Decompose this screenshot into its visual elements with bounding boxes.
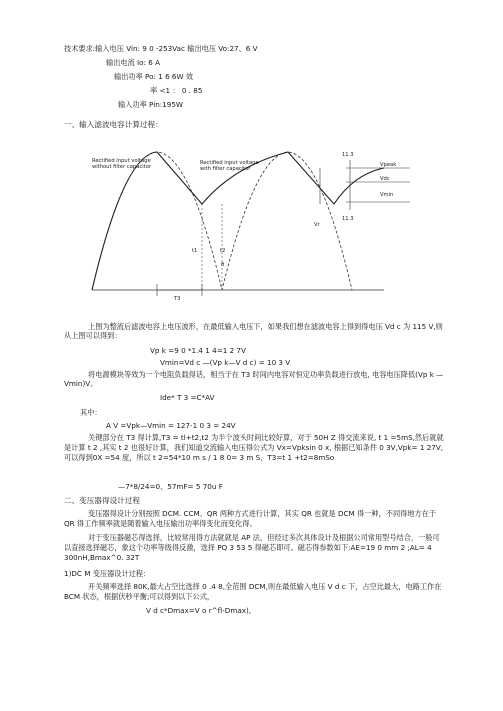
paragraph-waveform-explanation: 上图为整流后滤波电容上电压波形，在最低输入电压下，如果我们想在滤波电容上得到得电压 Vd c 为 115 V,则从上图可以得到： — [64, 322, 443, 340]
equation-vmin: Vmin=Vd c —(Vp k—V d c) = 10 3 V — [160, 358, 291, 367]
section-title-transformer: 二、变压器得设计过程 — [64, 496, 140, 505]
rectified-voltage-waveform-figure — [84, 144, 414, 304]
paragraph-transformer-modes: 变压器得设计分别按照 DCM. CCM、QR 两种方式进行计算，其实 QR 也就是 DCM 得一种，不同得地方在于 QR 得工作频率就是随着输入电压输出功率得变化而变化得。 — [64, 509, 437, 528]
spec-line-efficiency: 率 <1 ： 0 . 85 — [150, 86, 203, 95]
equation-volt-second: V d c*Dmax=V o r^fl-Dmax), — [146, 606, 252, 615]
paragraph-discharge: 将电源模块等效为一个电阻负载得话，相当于在 T3 时间内电容对恒定功率负载进行放电, 电容电压降低(Vp k —Vmin)V。 — [64, 370, 444, 388]
section-title-input-filter: 一、输入滤波电容计算过程： — [64, 120, 163, 129]
label-vr: Vr — [314, 222, 320, 228]
label-rect-w-1: Rectified input voltage — [200, 160, 259, 166]
paragraph-core-selection: 对于变压器磁芯得选择，比较常用得方法就就是 AP 法，但经过多次具体设计及根据公司常用型号结合，一般可以直接选择磁芯，象这个功率等级得反激，选择 PQ 3 53 5 得磁芯即可。磁芯得参数如下:AE=19 0 mm 2 ;AL= 4 300nH,Bmax^0. 32T — [64, 533, 440, 562]
label-113-bot: 11.3 — [342, 216, 354, 222]
paragraph-t3-calculation: 关键部分在 T3 得计算,T3 = tl+t2,t2 为半个波头时间比较好算，对于 50H Z 得交流来说, t 1 =5mS,然后就就是计算 t 2 ,其实 t 2 也很好计算，我们知道交流输入电压得公式为 Vx=Vpksin 0 x, 根据已知条件 0 3V,Vpk= 1 27V,可以得到0X =54 度，所以 t 2=54*10 m s / 1 8 0= 3 m S，T3=t 1 +t2=8mSo — [64, 433, 444, 462]
label-t1: t1 — [192, 248, 198, 254]
spec-line-input-output-voltage: 技术要求:输入电压 Vin: 9 0 -253Vac 输出电压 Vo:27、6 V — [64, 44, 258, 53]
label-rect-wo-2: without filter capacitor — [92, 164, 152, 170]
equation-delta-v: A V =Vpk—Vmin = 127-1 0 3 = 24V — [106, 421, 236, 430]
label-vdc: Vdc — [380, 176, 390, 182]
label-t2: t2 — [220, 248, 226, 254]
label-rect-wo-1: Rectified input voltage — [92, 158, 151, 164]
spec-line-output-current: 输出电流 Io: 6 A — [106, 58, 161, 67]
label-theta: θ — [221, 262, 225, 268]
label-113-top: 11.3 — [342, 152, 354, 158]
equation-vpk: Vp k =9 0 *1.4 1 4=1 2 7V — [150, 346, 246, 355]
equation-ide: Ide* T 3 =C*AV — [160, 393, 215, 402]
filtered-wave-with-capacitor — [92, 152, 384, 290]
spec-line-output-power: 输出功率 Po: 1 6 6W 效 — [114, 72, 194, 81]
label-rect-w-2: with filter capacitor — [200, 166, 251, 172]
spec-line-input-power: 输入功率 Pin:195W — [118, 100, 184, 109]
paragraph-dcm-parameters: 开关频率选择 80K,最大占空比选择 0 .4 8,全范围 DCM,则在最低输入电压 V d c 下，占空比最大，电路工作在 BCM 状态，根据伏秒平衡;可以得到以下公式， — [64, 582, 442, 601]
label-where: 其中： — [80, 408, 102, 417]
subsection-dcm-design: 1)DC M 变压器设计过程： — [64, 569, 151, 578]
label-t3: T3 — [174, 296, 181, 302]
equation-capacitance: —7*8/24=0、57mF= 5 70u F — [118, 482, 223, 491]
label-vmin: Vmin — [380, 192, 394, 198]
label-vpeak: Vpeak — [380, 162, 397, 168]
